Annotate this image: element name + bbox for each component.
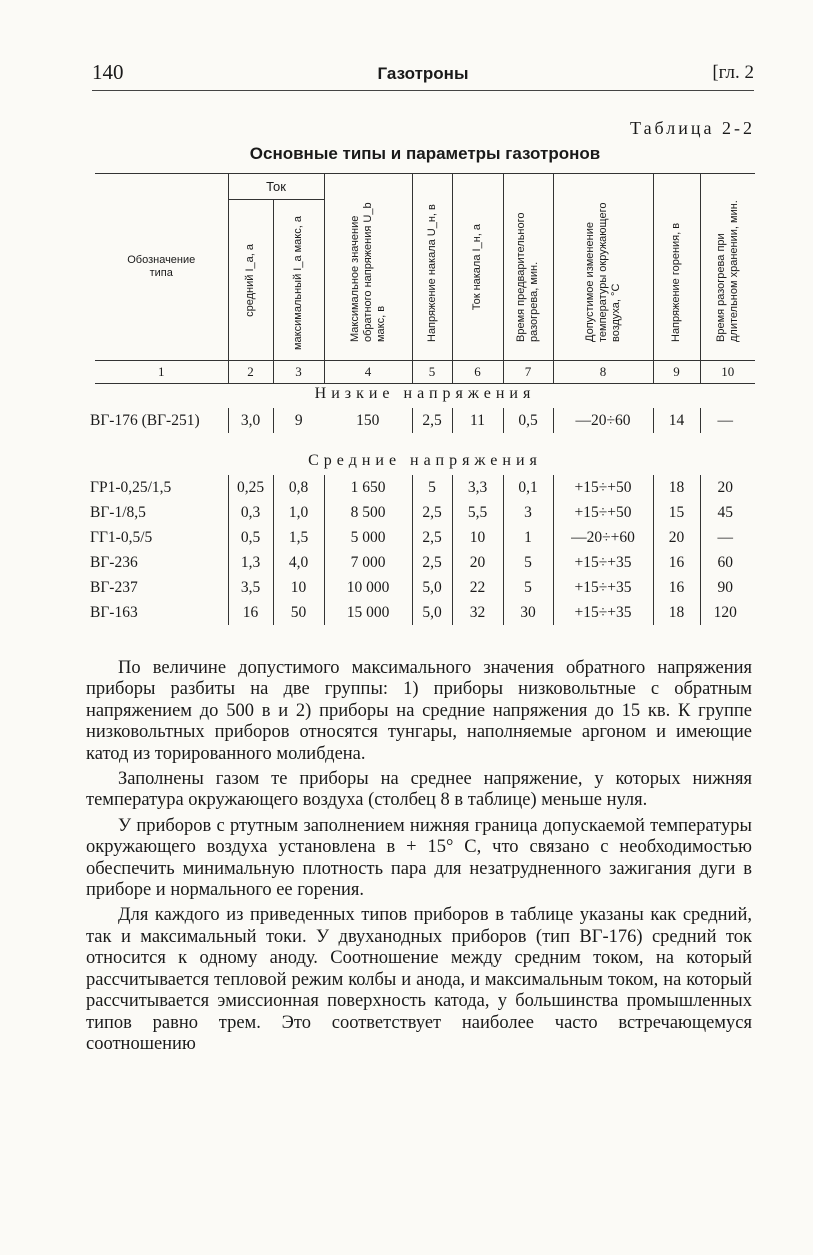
table-cell: 20: [653, 525, 700, 550]
table-cell: 50: [273, 600, 324, 625]
table-cell: 2,5: [412, 500, 452, 525]
header-col-6: Ток накала I_н, а: [452, 174, 503, 361]
table-cell: 0,5: [228, 525, 273, 550]
table-cell: 22: [452, 575, 503, 600]
cell-designation: ВГ-237: [90, 578, 138, 596]
header-col-10: Время разогрева при длительном хранении, мин.: [700, 174, 755, 361]
table-cell: 0,1: [503, 475, 553, 500]
table-row: [90, 500, 750, 525]
table-cell: 1 650: [324, 475, 412, 500]
cell-designation: ВГ-163: [90, 603, 138, 621]
section-mid-voltage: Средние напряжения: [308, 452, 542, 469]
table-cell: 1,0: [273, 500, 324, 525]
table-cell: 1,3: [228, 550, 273, 575]
table-cell: —: [700, 408, 750, 433]
table-cell: 15 000: [324, 600, 412, 625]
table-cell: 3: [503, 500, 553, 525]
table-cell: 5: [503, 550, 553, 575]
header-col-8: Допустимое изменение температуры окружающего воздуха, °C: [553, 174, 653, 361]
col-number: 3: [273, 361, 324, 384]
table-cell: 15: [653, 500, 700, 525]
table-cell: 0,25: [228, 475, 273, 500]
table-cell: 32: [452, 600, 503, 625]
paragraph: У приборов с ртутным заполнением нижняя граница допускаемой температуры окружающего воздуха установлена в + 15° С, что связано с необходимостью обеспечить минимальную плотность пара для незатрудненного зажигания дуги в приборе и нормального ее горения.: [86, 815, 752, 901]
table-cell: +15÷+50: [553, 500, 653, 525]
header-col-7: Время предварительного разогрева, мин.: [503, 174, 553, 361]
col-number: 6: [452, 361, 503, 384]
col-number: 7: [503, 361, 553, 384]
table-cell: 20: [700, 475, 750, 500]
table-cell: 10: [452, 525, 503, 550]
header-col-4: Максимальное значение обратного напряжения U_b макс, в: [324, 174, 412, 361]
table-cell: 2,5: [412, 550, 452, 575]
table-cell: 7 000: [324, 550, 412, 575]
col-number: 8: [553, 361, 653, 384]
page-header: [92, 60, 754, 88]
col-number: 1: [95, 361, 228, 384]
section-low-voltage: Низкие напряжения: [314, 385, 536, 402]
body-text: [86, 658, 752, 1055]
table-cell: 1: [503, 525, 553, 550]
table-cell: 60: [700, 550, 750, 575]
table-cell: 10 000: [324, 575, 412, 600]
cell-designation: ВГ-236: [90, 553, 138, 571]
table-cell: 4,0: [273, 550, 324, 575]
chapter-label: [гл. 2: [712, 62, 754, 83]
col-number: 10: [700, 361, 755, 384]
header-col-2: средний I_a, а: [228, 200, 273, 361]
table-row: [90, 525, 750, 550]
col-number: 4: [324, 361, 412, 384]
table-cell: +15÷+35: [553, 600, 653, 625]
table-row: [90, 408, 750, 433]
table-cell: 14: [653, 408, 700, 433]
table-cell: 18: [653, 475, 700, 500]
table-cell: 150: [356, 411, 380, 429]
table-cell: 3,3: [452, 475, 503, 500]
cell-designation: ВГ-1/8,5: [90, 503, 146, 521]
col-number: 2: [228, 361, 273, 384]
table-cell: 0,5: [503, 408, 553, 433]
table-cell: 10: [273, 575, 324, 600]
cell-designation: ГГ1-0,5/5: [90, 528, 153, 546]
col-number: 5: [412, 361, 452, 384]
table-cell: 2,5: [412, 525, 452, 550]
table-cell: 5: [412, 475, 452, 500]
table-cell: 3,5: [228, 575, 273, 600]
header-col-9: Напряжение горения, в: [653, 174, 700, 361]
table-cell: —: [700, 525, 750, 550]
table-cell: 18: [653, 600, 700, 625]
table-caption: Основные типы и параметры газотронов: [249, 144, 601, 163]
table-cell: 8 500: [324, 500, 412, 525]
table-cell: 5,5: [452, 500, 503, 525]
table-cell: 16: [653, 575, 700, 600]
header-tok-group: Ток: [228, 174, 324, 200]
table-cell: 1,5: [273, 525, 324, 550]
running-title: Газотроны: [377, 64, 469, 83]
header-col-3: максимальный I_a макс, а: [273, 200, 324, 361]
table-cell: 0,3: [228, 500, 273, 525]
paragraph: По величине допустимого максимального значения обратного напряжения приборы разбиты на две группы: 1) приборы низковольтные с обратным напряжением до 500 в и 2) приборы на средние напряжения до 15 кв. К группе низковольтных приборов относятся тунгары, наполняемые аргоном и имеющие катод из торированного молибдена.: [86, 658, 752, 764]
table-cell: +15÷+35: [553, 550, 653, 575]
table-cell: 120: [700, 600, 750, 625]
table-cell: 11: [452, 408, 503, 433]
table-row: [90, 575, 750, 600]
table-cell: +15÷+50: [553, 475, 653, 500]
table-row: [90, 600, 750, 625]
table-row: [90, 475, 750, 500]
header-designation: Обозначение типа: [95, 174, 228, 361]
table-cell: 45: [700, 500, 750, 525]
table-cell: 5,0: [412, 575, 452, 600]
paragraph: Для каждого из приведенных типов приборов в таблице указаны как средний, так и максимальный токи. У двуханодных приборов (тип ВГ-176) средний ток относится к одному аноду. Соотношение между средним током, на который рассчитывается тепловой режим колбы и анода, и максимальным током, на который рассчитывается эмиссионная поверхность катода, у большинства промышленных типов равно трем. Это соответствует наиболее часто встречающемуся соотношению: [86, 905, 752, 1054]
table-cell: +15÷+35: [553, 575, 653, 600]
header-rule: [92, 90, 754, 91]
header-col-5: Напряжение накала U_н, в: [412, 174, 452, 361]
table-cell: 16: [228, 600, 273, 625]
table-cell: 5 000: [324, 525, 412, 550]
table-header: [95, 173, 755, 384]
table-cell: 9: [273, 408, 324, 433]
col-number: 9: [653, 361, 700, 384]
cell-designation: ВГ-176 (ВГ-251): [90, 411, 200, 429]
table-cell: 5: [503, 575, 553, 600]
table-cell: —20÷60: [553, 408, 653, 433]
table-cell: 90: [700, 575, 750, 600]
table-number: Таблица 2-2: [630, 118, 755, 138]
table-cell: —20÷+60: [553, 525, 653, 550]
cell-designation: ГР1-0,25/1,5: [90, 478, 172, 496]
table-cell: 0,8: [273, 475, 324, 500]
mid-voltage-rows: [90, 475, 750, 625]
table-cell: 5,0: [412, 600, 452, 625]
table-row: [90, 550, 750, 575]
low-voltage-rows: [90, 408, 750, 433]
paragraph: Заполнены газом те приборы на среднее напряжение, у которых нижняя температура окружающего воздуха (столбец 8 в таблице) меньше нуля.: [86, 769, 752, 811]
table-cell: 3,0: [228, 408, 273, 433]
table-cell: 2,5: [412, 408, 452, 433]
table-cell: 30: [503, 600, 553, 625]
table-cell: 16: [653, 550, 700, 575]
table-cell: 20: [452, 550, 503, 575]
page-number: 140: [92, 60, 124, 84]
